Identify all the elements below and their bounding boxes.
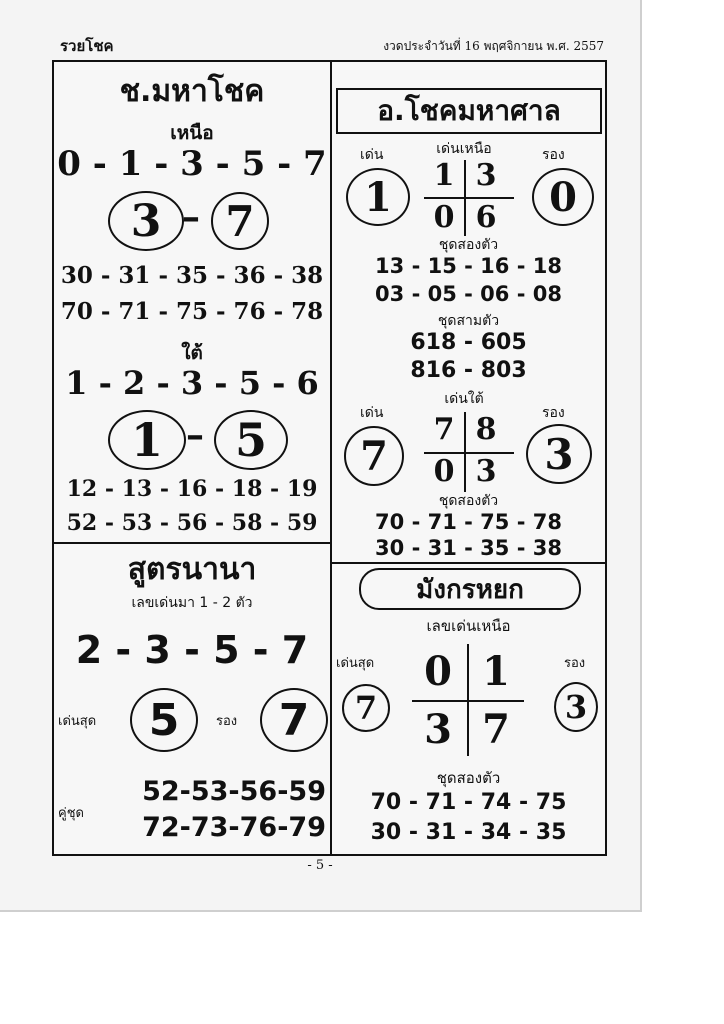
dragon-title: มังกรหยก [359, 568, 581, 610]
content-frame [52, 60, 607, 856]
north-two-row-2: 03 - 05 - 06 - 08 [375, 282, 562, 306]
formula-top-value: 5 [130, 688, 198, 752]
north-label: เหนือ [170, 122, 214, 144]
north-alt-value: 0 [532, 168, 594, 226]
south-grid-cell: 3 [475, 454, 497, 489]
north-lead-label: เด่น [360, 147, 384, 163]
right-section-divider [332, 562, 605, 564]
north-grid-cell: 6 [475, 200, 497, 235]
south-pick-b: 5 [214, 410, 288, 470]
north-grid-cell: 1 [433, 158, 455, 193]
north-pick-b: 7 [211, 192, 269, 250]
north-two-label: ชุดสองตัว [438, 237, 499, 253]
formula-digits: 2 - 3 - 5 - 7 [75, 628, 309, 672]
north-digits: 0 - 1 - 3 - 5 - 7 [57, 144, 327, 184]
south-row-1: 12 - 13 - 16 - 18 - 19 [66, 476, 318, 502]
formula-pairs-2: 72-73-76-79 [142, 812, 326, 843]
north-grid-cell: 3 [475, 158, 497, 193]
south-grid-cell: 7 [433, 412, 455, 447]
south-label: ใต้ [181, 342, 203, 364]
north-grid-hline [424, 197, 514, 199]
south-two-row-1: 70 - 71 - 75 - 78 [375, 510, 562, 534]
column-divider [330, 62, 332, 854]
south-grid-cell: 0 [433, 454, 455, 489]
dragon-grid-cell: 7 [482, 706, 510, 753]
south-center-label: เด่นใต้ [444, 391, 484, 407]
dragon-lead-value: 7 [342, 684, 390, 732]
dragon-grid-hline [412, 700, 524, 702]
dragon-grid-cell: 3 [424, 706, 452, 753]
south-alt-label: รอง [542, 405, 565, 421]
page-number: - 5 - [307, 858, 333, 873]
south-lead-label: เด่น [360, 405, 384, 421]
formula-alt-label: รอง [216, 714, 238, 729]
formula-alt-value: 7 [260, 688, 328, 752]
north-row-1: 30 - 31 - 35 - 36 - 38 [60, 262, 324, 289]
north-two-row-1: 13 - 15 - 16 - 18 [375, 254, 562, 278]
dragon-two-label: ชุดสองตัว [436, 769, 501, 787]
north-pick-a: 3 [108, 191, 184, 251]
south-alt-value: 3 [526, 424, 592, 484]
north-center-label: เด่นเหนือ [436, 141, 492, 157]
formula-pair-label: คู่ชุด [58, 806, 84, 821]
dragon-grid-cell: 0 [424, 648, 452, 695]
left-title: ช.มหาโชค [119, 74, 265, 109]
north-three-row-2: 816 - 803 [410, 358, 527, 383]
north-row-2: 70 - 71 - 75 - 76 - 78 [60, 298, 324, 325]
south-two-label: ชุดสองตัว [438, 493, 499, 509]
dragon-subtitle: เลขเด่นเหนือ [426, 617, 511, 635]
dragon-two-row-2: 30 - 31 - 34 - 35 [370, 820, 567, 845]
north-lead-value: 1 [346, 168, 410, 226]
formula-subtitle: เลขเด่นมา 1 - 2 ตัว [131, 595, 253, 611]
south-lead-value: 7 [344, 426, 404, 486]
right-title: อ.โชคมหาศาล [336, 88, 602, 134]
dragon-alt-value: 3 [554, 682, 598, 732]
formula-title: สูตรนานา [127, 552, 257, 587]
south-pick-a: 1 [108, 410, 186, 470]
south-digits: 1 - 2 - 3 - 5 - 6 [65, 364, 319, 402]
formula-top-label: เด่นสุด [58, 714, 97, 729]
magazine-name: รวยโชค [60, 37, 114, 55]
dragon-lead-label: เด่นสุด [336, 656, 375, 671]
formula-pairs-1: 52-53-56-59 [142, 776, 326, 807]
issue-date: งวดประจำวันที่ 16 พฤศจิกายน พ.ศ. 2557 [383, 39, 604, 53]
dragon-alt-label: รอง [564, 656, 586, 671]
north-three-row-1: 618 - 605 [410, 330, 527, 355]
dragon-two-row-1: 70 - 71 - 74 - 75 [370, 790, 567, 815]
south-grid-cell: 8 [475, 412, 497, 447]
dragon-grid-cell: 1 [482, 648, 510, 695]
north-alt-label: รอง [542, 147, 565, 163]
south-two-row-2: 30 - 31 - 35 - 38 [375, 536, 562, 560]
left-section-divider [54, 542, 330, 544]
north-three-label: ชุดสามตัว [437, 313, 500, 329]
south-dash: – [186, 414, 204, 456]
north-grid-cell: 0 [433, 200, 455, 235]
south-row-2: 52 - 53 - 56 - 58 - 59 [66, 510, 318, 536]
north-dash: – [182, 196, 200, 238]
